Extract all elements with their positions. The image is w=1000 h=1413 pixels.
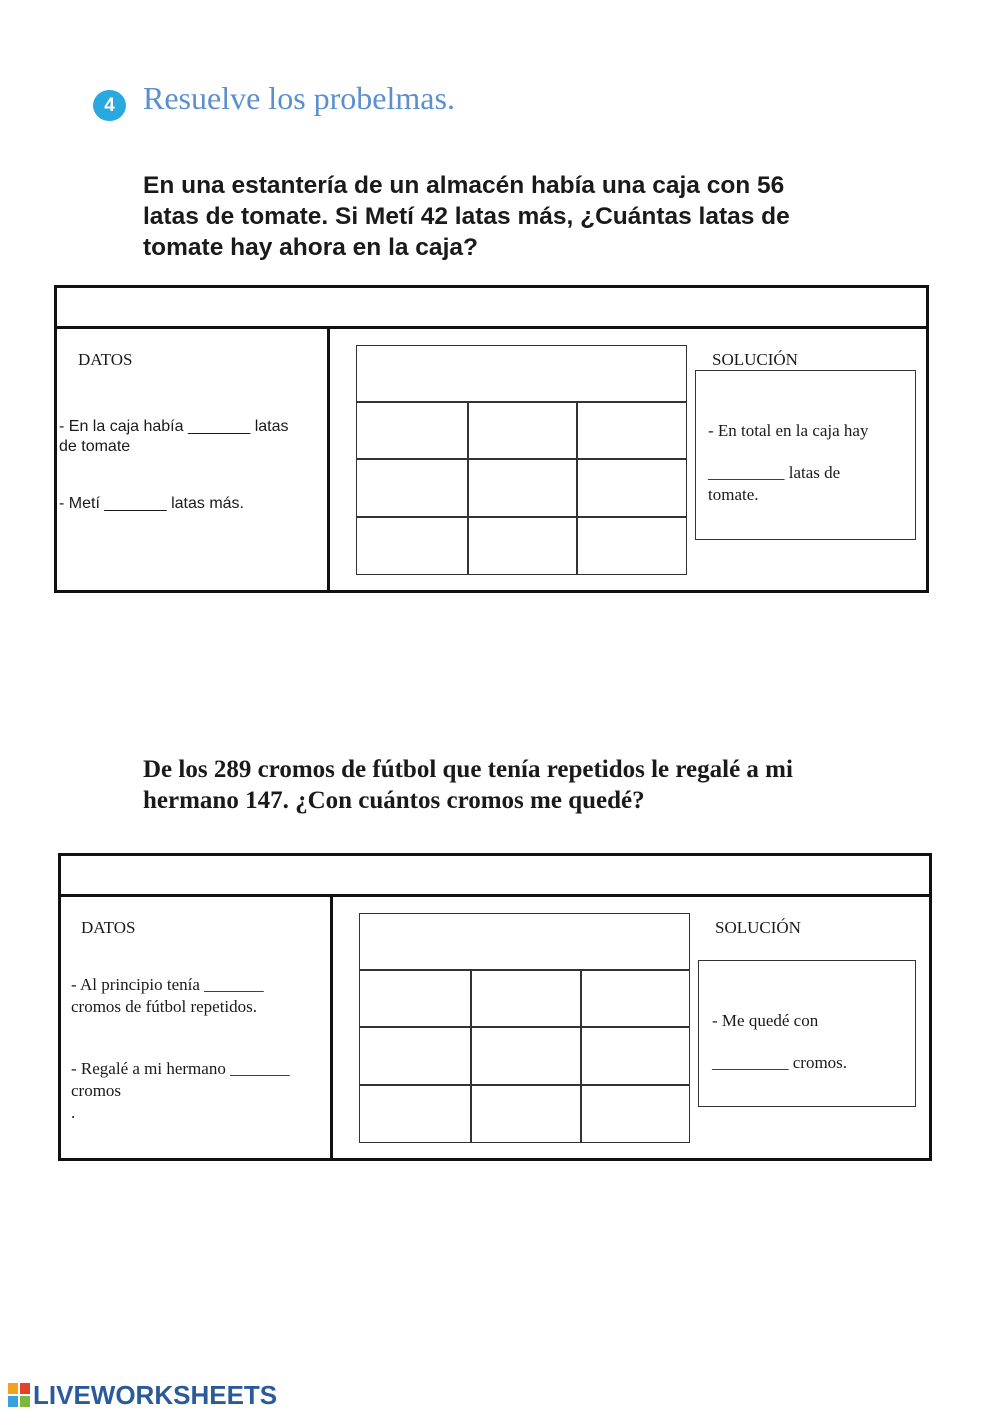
grid-row-line	[359, 1084, 690, 1086]
solution-line: _________ cromos.	[712, 1053, 848, 1072]
problem-1-dato-1	[59, 417, 319, 457]
problem-1-header-divider	[54, 326, 929, 329]
problem-2-operation-grid	[359, 913, 690, 1143]
statement-line: De los 289 cromos de fútbol que tenía repetidos le regalé a mi	[143, 756, 793, 783]
logo-text: LIVEWORKSHEETS	[33, 1379, 278, 1410]
problem-1-statement	[143, 170, 883, 263]
solution-line: - En total en la caja hay	[708, 421, 869, 440]
solution-line: - Me quedé con	[712, 1011, 819, 1030]
grid-col-line	[576, 401, 578, 575]
problem-1-operation-grid	[356, 345, 687, 575]
statement-line: tomate hay ahora en la caja?	[143, 234, 478, 261]
exercise-number-badge: 4	[93, 90, 126, 121]
dato-line: cromos de fútbol repetidos.	[71, 997, 258, 1016]
solution-line: _________ latas de	[708, 463, 841, 482]
problem-1-solution-text	[708, 420, 908, 506]
statement-line: latas de tomate. Si Metí 42 latas más, ¿Cuántas latas de	[143, 203, 790, 230]
dato-line: - En la caja había _______ latas	[59, 418, 289, 435]
problem-1-datos-label: DATOS	[78, 350, 133, 369]
problem-2-column-divider	[330, 894, 333, 1161]
grid-row-line	[359, 969, 690, 971]
problem-2-statement	[143, 754, 903, 816]
problem-2-dato-2	[71, 1058, 321, 1124]
dato-line: cromos	[71, 1081, 122, 1100]
grid-row-line	[356, 516, 687, 518]
problem-1-dato-2: - Metí _______ latas más.	[59, 495, 244, 512]
statement-line: hermano 147. ¿Con cuántos cromos me quedé?	[143, 787, 645, 814]
grid-row-line	[356, 401, 687, 403]
grid-row-line	[359, 1026, 690, 1028]
dato-line: - Regalé a mi hermano _______	[71, 1059, 290, 1078]
dato-line: .	[71, 1103, 76, 1122]
exercise-title: Resuelve los probelmas.	[143, 80, 455, 116]
problem-2-datos-label: DATOS	[81, 918, 136, 937]
liveworksheets-logo	[8, 1380, 277, 1410]
grid-col-line	[470, 969, 472, 1143]
statement-line: En una estantería de un almacén había una caja con 56	[143, 172, 785, 199]
solution-line: tomate.	[708, 485, 759, 504]
problem-2-solucion-label: SOLUCIÓN	[715, 918, 801, 937]
problem-2-header-divider	[58, 894, 932, 897]
problem-2-dato-1	[71, 974, 321, 1018]
problem-2-solution-text	[712, 1010, 912, 1074]
grid-row-line	[356, 458, 687, 460]
problem-1-column-divider	[327, 326, 330, 593]
dato-line: de tomate	[59, 438, 131, 455]
grid-col-line	[467, 401, 469, 575]
liveworksheets-logo-icon	[8, 1383, 30, 1407]
grid-col-line	[580, 969, 582, 1143]
dato-line: - Al principio tenía _______	[71, 975, 264, 994]
problem-1-solucion-label: SOLUCIÓN	[712, 350, 798, 369]
